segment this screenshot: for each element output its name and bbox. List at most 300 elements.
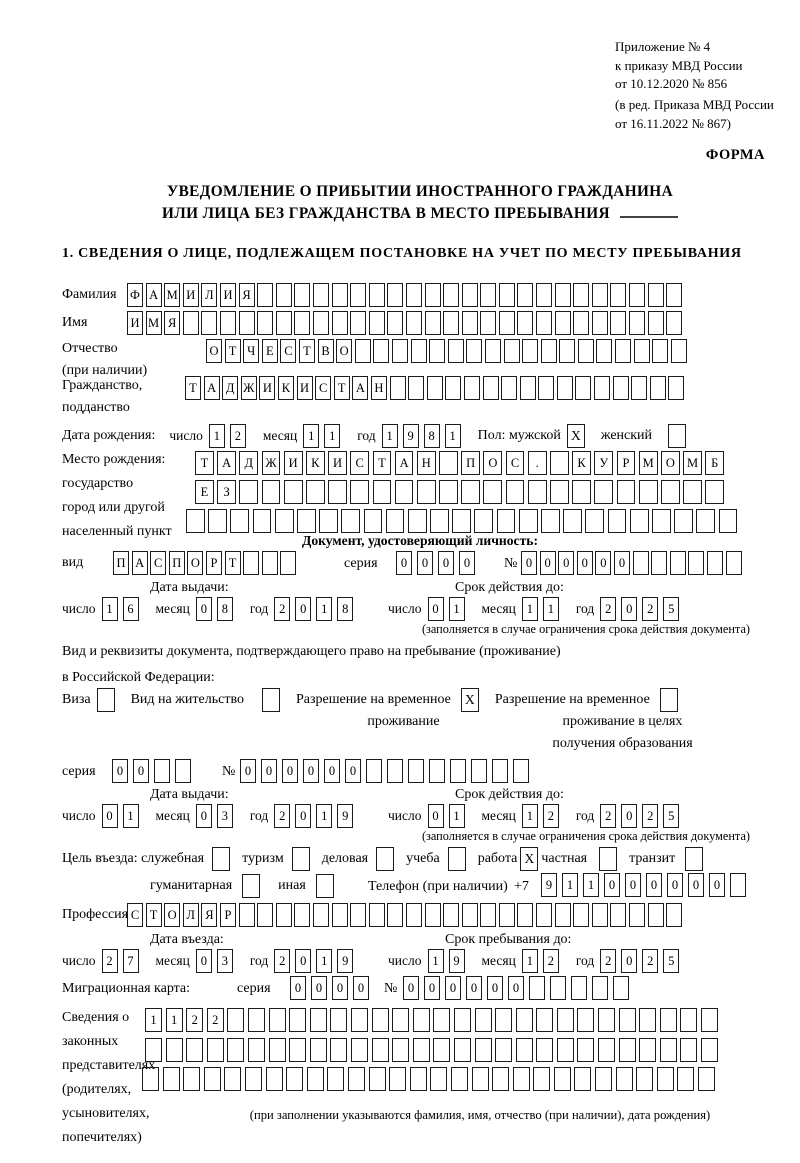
char-cell[interactable]: И xyxy=(328,451,347,475)
char-cell[interactable] xyxy=(243,551,259,575)
char-cell[interactable] xyxy=(433,1038,450,1062)
char-cell[interactable]: 0 xyxy=(290,976,306,1000)
char-cell[interactable] xyxy=(485,339,501,363)
char-cell[interactable]: 0 xyxy=(240,759,256,783)
char-cell[interactable]: Ж xyxy=(241,376,257,400)
char-cell[interactable] xyxy=(594,480,613,504)
char-cell[interactable] xyxy=(631,376,647,400)
char-cell[interactable]: 1 xyxy=(166,1008,183,1032)
char-cell[interactable] xyxy=(145,1038,162,1062)
char-cell[interactable] xyxy=(327,1067,344,1091)
char-cell[interactable] xyxy=(472,1067,489,1091)
month-digit-cell[interactable]: 3 xyxy=(217,804,233,828)
char-cell[interactable] xyxy=(425,311,441,335)
char-cell[interactable] xyxy=(594,376,610,400)
char-cell[interactable] xyxy=(598,1008,615,1032)
year-digit-cell[interactable]: 2 xyxy=(642,804,658,828)
char-cell[interactable] xyxy=(499,903,515,927)
char-cell[interactable] xyxy=(286,1067,303,1091)
char-cell[interactable] xyxy=(408,376,424,400)
char-cell[interactable] xyxy=(592,311,608,335)
char-cell[interactable] xyxy=(550,480,569,504)
year-digit-cell[interactable]: 2 xyxy=(600,949,616,973)
char-cell[interactable]: К xyxy=(572,451,591,475)
char-cell[interactable] xyxy=(555,283,571,307)
char-cell[interactable] xyxy=(652,509,671,533)
year-digit-cell[interactable]: 2 xyxy=(600,597,616,621)
char-cell[interactable] xyxy=(201,311,217,335)
char-cell[interactable]: Е xyxy=(195,480,214,504)
char-cell[interactable]: М xyxy=(639,451,658,475)
char-cell[interactable]: Д xyxy=(222,376,238,400)
day-digit-cell[interactable]: 7 xyxy=(123,949,139,973)
char-cell[interactable] xyxy=(550,976,566,1000)
char-cell[interactable] xyxy=(513,759,529,783)
month-digit-cell[interactable]: 0 xyxy=(196,949,212,973)
char-cell[interactable] xyxy=(330,1038,347,1062)
char-cell[interactable] xyxy=(276,903,292,927)
char-cell[interactable]: В xyxy=(318,339,334,363)
char-cell[interactable]: П xyxy=(169,551,185,575)
char-cell[interactable] xyxy=(175,759,191,783)
char-cell[interactable] xyxy=(350,311,366,335)
char-cell[interactable] xyxy=(257,311,273,335)
year-digit-cell[interactable]: 8 xyxy=(424,424,440,448)
business-checkbox[interactable] xyxy=(376,847,394,871)
char-cell[interactable]: 0 xyxy=(614,551,630,575)
char-cell[interactable] xyxy=(492,1067,509,1091)
char-cell[interactable] xyxy=(615,339,631,363)
char-cell[interactable] xyxy=(506,480,525,504)
day-digit-cell[interactable]: 2 xyxy=(102,949,118,973)
char-cell[interactable] xyxy=(471,759,487,783)
char-cell[interactable] xyxy=(610,311,626,335)
char-cell[interactable] xyxy=(227,1038,244,1062)
char-cell[interactable] xyxy=(648,311,664,335)
char-cell[interactable] xyxy=(573,283,589,307)
char-cell[interactable] xyxy=(350,903,366,927)
char-cell[interactable]: 0 xyxy=(112,759,128,783)
char-cell[interactable] xyxy=(595,1067,612,1091)
char-cell[interactable] xyxy=(395,480,414,504)
char-cell[interactable] xyxy=(239,903,255,927)
char-cell[interactable] xyxy=(366,759,382,783)
char-cell[interactable] xyxy=(660,1008,677,1032)
year-digit-cell[interactable]: 8 xyxy=(337,597,353,621)
char-cell[interactable] xyxy=(629,903,645,927)
char-cell[interactable] xyxy=(462,283,478,307)
char-cell[interactable] xyxy=(577,1008,594,1032)
year-digit-cell[interactable]: 2 xyxy=(642,597,658,621)
char-cell[interactable]: Л xyxy=(201,283,217,307)
year-digit-cell[interactable]: 2 xyxy=(274,949,290,973)
char-cell[interactable]: Т xyxy=(195,451,214,475)
char-cell[interactable]: 2 xyxy=(207,1008,224,1032)
char-cell[interactable] xyxy=(294,903,310,927)
char-cell[interactable] xyxy=(313,311,329,335)
char-cell[interactable]: Я xyxy=(201,903,217,927)
char-cell[interactable] xyxy=(389,1067,406,1091)
char-cell[interactable] xyxy=(616,1067,633,1091)
char-cell[interactable] xyxy=(577,1038,594,1062)
char-cell[interactable] xyxy=(392,339,408,363)
char-cell[interactable]: И xyxy=(259,376,275,400)
char-cell[interactable]: Т xyxy=(146,903,162,927)
char-cell[interactable]: И xyxy=(183,283,199,307)
char-cell[interactable] xyxy=(666,283,682,307)
char-cell[interactable]: 9 xyxy=(541,873,557,897)
char-cell[interactable] xyxy=(239,480,258,504)
char-cell[interactable] xyxy=(408,509,427,533)
char-cell[interactable] xyxy=(571,976,587,1000)
char-cell[interactable] xyxy=(499,311,515,335)
month-digit-cell[interactable]: 1 xyxy=(522,949,538,973)
char-cell[interactable] xyxy=(592,903,608,927)
char-cell[interactable] xyxy=(674,509,693,533)
char-cell[interactable]: Р xyxy=(617,451,636,475)
year-digit-cell[interactable]: 2 xyxy=(274,597,290,621)
char-cell[interactable] xyxy=(294,283,310,307)
char-cell[interactable] xyxy=(289,1008,306,1032)
char-cell[interactable]: 0 xyxy=(688,873,704,897)
char-cell[interactable]: Р xyxy=(206,551,222,575)
char-cell[interactable] xyxy=(555,903,571,927)
char-cell[interactable] xyxy=(529,976,545,1000)
char-cell[interactable] xyxy=(257,903,273,927)
char-cell[interactable] xyxy=(280,551,296,575)
char-cell[interactable]: А xyxy=(217,451,236,475)
char-cell[interactable] xyxy=(417,480,436,504)
char-cell[interactable] xyxy=(350,480,369,504)
char-cell[interactable] xyxy=(390,376,406,400)
char-cell[interactable] xyxy=(461,480,480,504)
char-cell[interactable] xyxy=(406,311,422,335)
char-cell[interactable]: 0 xyxy=(604,873,620,897)
day-digit-cell[interactable]: 1 xyxy=(449,597,465,621)
char-cell[interactable] xyxy=(519,509,538,533)
char-cell[interactable] xyxy=(522,339,538,363)
char-cell[interactable] xyxy=(369,283,385,307)
form-number-blank[interactable] xyxy=(620,204,678,218)
char-cell[interactable] xyxy=(451,1067,468,1091)
char-cell[interactable] xyxy=(425,283,441,307)
char-cell[interactable]: 0 xyxy=(332,976,348,1000)
month-digit-cell[interactable]: 1 xyxy=(522,597,538,621)
char-cell[interactable]: С xyxy=(315,376,331,400)
char-cell[interactable] xyxy=(220,311,236,335)
month-digit-cell[interactable]: 2 xyxy=(543,804,559,828)
char-cell[interactable]: 0 xyxy=(133,759,149,783)
char-cell[interactable] xyxy=(183,311,199,335)
char-cell[interactable] xyxy=(592,283,608,307)
char-cell[interactable] xyxy=(726,551,742,575)
char-cell[interactable] xyxy=(410,1067,427,1091)
year-digit-cell[interactable]: 1 xyxy=(445,424,461,448)
char-cell[interactable]: Р xyxy=(220,903,236,927)
char-cell[interactable] xyxy=(406,283,422,307)
char-cell[interactable]: И xyxy=(127,311,143,335)
char-cell[interactable] xyxy=(348,1067,365,1091)
char-cell[interactable] xyxy=(443,311,459,335)
char-cell[interactable]: С xyxy=(506,451,525,475)
char-cell[interactable] xyxy=(619,1038,636,1062)
char-cell[interactable]: М xyxy=(146,311,162,335)
char-cell[interactable]: Т xyxy=(373,451,392,475)
char-cell[interactable] xyxy=(596,339,612,363)
char-cell[interactable] xyxy=(284,480,303,504)
char-cell[interactable]: 0 xyxy=(595,551,611,575)
year-digit-cell[interactable]: 5 xyxy=(663,804,679,828)
char-cell[interactable]: 1 xyxy=(145,1008,162,1032)
char-cell[interactable] xyxy=(563,509,582,533)
char-cell[interactable]: 0 xyxy=(646,873,662,897)
char-cell[interactable] xyxy=(230,509,249,533)
char-cell[interactable] xyxy=(239,311,255,335)
char-cell[interactable] xyxy=(719,509,738,533)
char-cell[interactable] xyxy=(557,1038,574,1062)
char-cell[interactable]: С xyxy=(150,551,166,575)
char-cell[interactable] xyxy=(516,1008,533,1032)
char-cell[interactable] xyxy=(332,903,348,927)
char-cell[interactable]: О xyxy=(661,451,680,475)
char-cell[interactable]: . xyxy=(528,451,547,475)
char-cell[interactable] xyxy=(575,376,591,400)
char-cell[interactable] xyxy=(464,376,480,400)
char-cell[interactable] xyxy=(610,903,626,927)
char-cell[interactable] xyxy=(661,480,680,504)
char-cell[interactable]: У xyxy=(594,451,613,475)
char-cell[interactable]: Т xyxy=(334,376,350,400)
char-cell[interactable] xyxy=(454,1038,471,1062)
char-cell[interactable] xyxy=(536,1038,553,1062)
char-cell[interactable] xyxy=(520,376,536,400)
day-digit-cell[interactable]: 9 xyxy=(449,949,465,973)
char-cell[interactable] xyxy=(429,759,445,783)
char-cell[interactable]: 0 xyxy=(324,759,340,783)
char-cell[interactable] xyxy=(430,509,449,533)
char-cell[interactable]: И xyxy=(284,451,303,475)
char-cell[interactable] xyxy=(495,1008,512,1032)
char-cell[interactable]: 0 xyxy=(521,551,537,575)
char-cell[interactable] xyxy=(475,1038,492,1062)
char-cell[interactable] xyxy=(142,1067,159,1091)
char-cell[interactable] xyxy=(541,339,557,363)
char-cell[interactable] xyxy=(483,376,499,400)
day-digit-cell[interactable]: 1 xyxy=(102,597,118,621)
char-cell[interactable] xyxy=(516,1038,533,1062)
year-digit-cell[interactable]: 0 xyxy=(295,804,311,828)
char-cell[interactable] xyxy=(373,339,389,363)
char-cell[interactable] xyxy=(351,1038,368,1062)
char-cell[interactable]: Ф xyxy=(127,283,143,307)
char-cell[interactable]: С xyxy=(127,903,143,927)
year-digit-cell[interactable]: 5 xyxy=(663,597,679,621)
char-cell[interactable] xyxy=(670,551,686,575)
char-cell[interactable] xyxy=(387,311,403,335)
year-digit-cell[interactable]: 5 xyxy=(663,949,679,973)
char-cell[interactable] xyxy=(696,509,715,533)
char-cell[interactable] xyxy=(462,311,478,335)
char-cell[interactable] xyxy=(351,1008,368,1032)
tourism-checkbox[interactable] xyxy=(292,847,310,871)
char-cell[interactable] xyxy=(483,480,502,504)
char-cell[interactable] xyxy=(536,1008,553,1032)
char-cell[interactable] xyxy=(163,1067,180,1091)
char-cell[interactable] xyxy=(613,376,629,400)
char-cell[interactable] xyxy=(541,509,560,533)
char-cell[interactable] xyxy=(629,283,645,307)
char-cell[interactable] xyxy=(499,283,515,307)
char-cell[interactable]: Н xyxy=(417,451,436,475)
char-cell[interactable]: 1 xyxy=(583,873,599,897)
char-cell[interactable] xyxy=(253,509,272,533)
char-cell[interactable] xyxy=(439,451,458,475)
char-cell[interactable] xyxy=(633,551,649,575)
char-cell[interactable] xyxy=(269,1008,286,1032)
day-digit-cell[interactable]: 2 xyxy=(230,424,246,448)
char-cell[interactable] xyxy=(677,1067,694,1091)
char-cell[interactable] xyxy=(183,1067,200,1091)
char-cell[interactable] xyxy=(462,903,478,927)
char-cell[interactable] xyxy=(341,509,360,533)
char-cell[interactable]: М xyxy=(683,451,702,475)
char-cell[interactable] xyxy=(427,376,443,400)
char-cell[interactable] xyxy=(310,1008,327,1032)
char-cell[interactable] xyxy=(387,283,403,307)
char-cell[interactable] xyxy=(227,1008,244,1032)
char-cell[interactable] xyxy=(617,480,636,504)
char-cell[interactable] xyxy=(373,480,392,504)
visa-checkbox[interactable] xyxy=(97,688,115,712)
char-cell[interactable]: 0 xyxy=(459,551,475,575)
char-cell[interactable] xyxy=(480,903,496,927)
char-cell[interactable] xyxy=(639,480,658,504)
year-digit-cell[interactable]: 2 xyxy=(274,804,290,828)
char-cell[interactable] xyxy=(652,339,668,363)
year-digit-cell[interactable]: 2 xyxy=(600,804,616,828)
char-cell[interactable]: Т xyxy=(299,339,315,363)
char-cell[interactable]: 0 xyxy=(487,976,503,1000)
char-cell[interactable] xyxy=(429,339,445,363)
char-cell[interactable] xyxy=(245,1067,262,1091)
char-cell[interactable] xyxy=(355,339,371,363)
char-cell[interactable]: П xyxy=(113,551,129,575)
char-cell[interactable]: Ж xyxy=(262,451,281,475)
month-digit-cell[interactable]: 3 xyxy=(217,949,233,973)
char-cell[interactable] xyxy=(466,339,482,363)
day-digit-cell[interactable]: 0 xyxy=(428,804,444,828)
day-digit-cell[interactable]: 1 xyxy=(209,424,225,448)
year-digit-cell[interactable]: 1 xyxy=(316,949,332,973)
char-cell[interactable]: А xyxy=(395,451,414,475)
char-cell[interactable]: Б xyxy=(705,451,724,475)
char-cell[interactable] xyxy=(474,509,493,533)
temp-permit-checkbox[interactable]: X xyxy=(461,688,479,712)
char-cell[interactable] xyxy=(666,311,682,335)
year-digit-cell[interactable]: 0 xyxy=(295,597,311,621)
year-digit-cell[interactable]: 1 xyxy=(316,597,332,621)
char-cell[interactable] xyxy=(572,480,591,504)
char-cell[interactable]: 0 xyxy=(466,976,482,1000)
month-digit-cell[interactable]: 8 xyxy=(217,597,233,621)
char-cell[interactable]: О xyxy=(187,551,203,575)
char-cell[interactable] xyxy=(680,1038,697,1062)
edu-permit-checkbox[interactable] xyxy=(660,688,678,712)
char-cell[interactable] xyxy=(730,873,746,897)
char-cell[interactable] xyxy=(276,283,292,307)
char-cell[interactable] xyxy=(369,311,385,335)
char-cell[interactable]: 0 xyxy=(445,976,461,1000)
char-cell[interactable] xyxy=(186,509,205,533)
char-cell[interactable] xyxy=(224,1067,241,1091)
char-cell[interactable] xyxy=(319,509,338,533)
char-cell[interactable]: Я xyxy=(239,283,255,307)
char-cell[interactable] xyxy=(636,1067,653,1091)
char-cell[interactable] xyxy=(608,509,627,533)
char-cell[interactable] xyxy=(707,551,723,575)
char-cell[interactable] xyxy=(701,1038,718,1062)
char-cell[interactable] xyxy=(294,311,310,335)
char-cell[interactable] xyxy=(369,903,385,927)
char-cell[interactable] xyxy=(475,1008,492,1032)
char-cell[interactable]: И xyxy=(220,283,236,307)
char-cell[interactable] xyxy=(497,509,516,533)
char-cell[interactable] xyxy=(492,759,508,783)
char-cell[interactable] xyxy=(651,551,667,575)
char-cell[interactable]: 0 xyxy=(577,551,593,575)
official-checkbox[interactable] xyxy=(212,847,230,871)
char-cell[interactable] xyxy=(450,759,466,783)
char-cell[interactable] xyxy=(248,1008,265,1032)
char-cell[interactable] xyxy=(332,311,348,335)
char-cell[interactable] xyxy=(585,509,604,533)
char-cell[interactable]: 0 xyxy=(353,976,369,1000)
char-cell[interactable]: Д xyxy=(239,451,258,475)
char-cell[interactable] xyxy=(683,480,702,504)
char-cell[interactable] xyxy=(313,903,329,927)
year-digit-cell[interactable]: 0 xyxy=(621,597,637,621)
char-cell[interactable] xyxy=(648,283,664,307)
char-cell[interactable] xyxy=(289,1038,306,1062)
char-cell[interactable] xyxy=(504,339,520,363)
year-digit-cell[interactable]: 1 xyxy=(316,804,332,828)
char-cell[interactable] xyxy=(619,1008,636,1032)
char-cell[interactable]: 0 xyxy=(667,873,683,897)
humanitarian-checkbox[interactable] xyxy=(242,874,260,898)
char-cell[interactable] xyxy=(528,480,547,504)
char-cell[interactable]: 0 xyxy=(403,976,419,1000)
char-cell[interactable]: П xyxy=(461,451,480,475)
char-cell[interactable] xyxy=(154,759,170,783)
year-digit-cell[interactable]: 0 xyxy=(295,949,311,973)
char-cell[interactable] xyxy=(387,903,403,927)
char-cell[interactable] xyxy=(425,903,441,927)
char-cell[interactable] xyxy=(650,376,666,400)
month-digit-cell[interactable]: 1 xyxy=(303,424,319,448)
char-cell[interactable]: 0 xyxy=(303,759,319,783)
char-cell[interactable] xyxy=(578,339,594,363)
char-cell[interactable] xyxy=(413,1008,430,1032)
other-checkbox[interactable] xyxy=(316,874,334,898)
char-cell[interactable] xyxy=(660,1038,677,1062)
char-cell[interactable] xyxy=(330,1008,347,1032)
day-digit-cell[interactable]: 1 xyxy=(123,804,139,828)
char-cell[interactable]: Я xyxy=(164,311,180,335)
month-digit-cell[interactable]: 1 xyxy=(324,424,340,448)
char-cell[interactable]: 0 xyxy=(508,976,524,1000)
char-cell[interactable]: А xyxy=(146,283,162,307)
char-cell[interactable] xyxy=(386,509,405,533)
